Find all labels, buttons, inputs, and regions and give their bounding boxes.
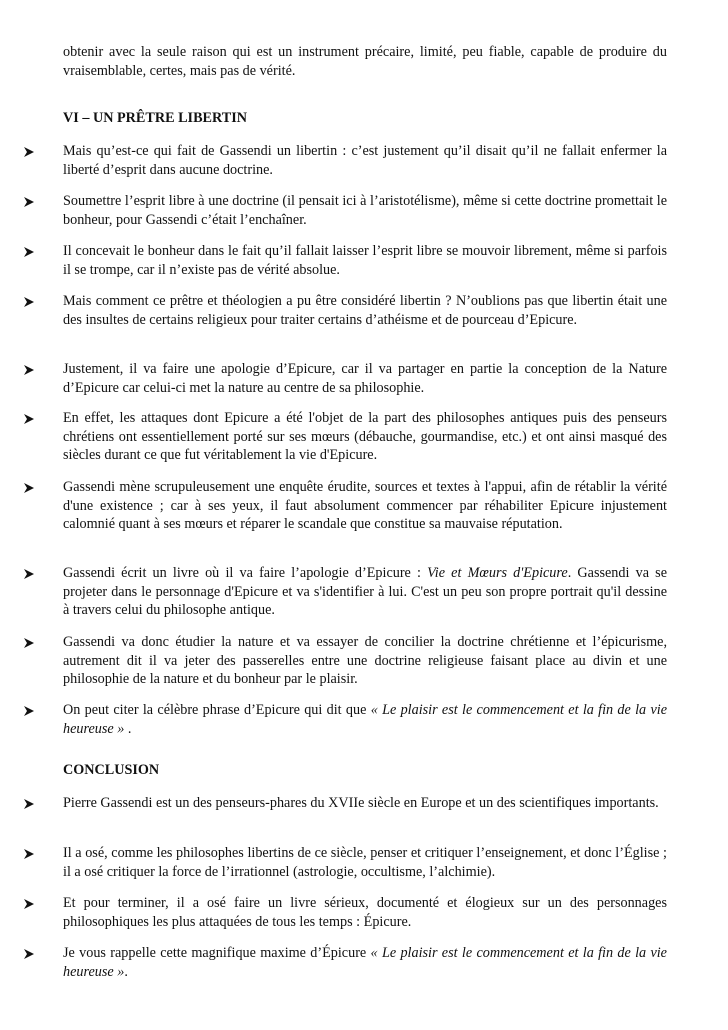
list-item: Il a osé, comme les philosophes libertins de ce siècle, penser et critiquer l’enseignement, et donc l’Église ; il a osé critiquer la force de l’irrationnel (astrologie, occultisme, l’alchimie). bbox=[63, 845, 667, 880]
arrow-bullet-icon bbox=[22, 797, 36, 811]
list-item: Soumettre l’esprit libre à une doctrine (il pensait ici à l’aristotélisme), même si cette doctrine promettait le bonheur, pour Gassendi c’était l’enchaîner. bbox=[63, 193, 667, 228]
list-item bbox=[63, 944, 667, 981]
item-text: . bbox=[124, 720, 132, 737]
intro-paragraph: obtenir avec la seule raison qui est un instrument précaire, limité, peu fiable, capable de produire du vraisemblable, certes, mais pas de vérité. bbox=[63, 44, 667, 79]
item-text: . Gassendi va se projeter dans le personnage d'Epicure et va s'identifier à lui. C'est un peu son propre portrait qu'il dessine à travers celui du philosophe antique. bbox=[63, 565, 667, 619]
list-item bbox=[63, 564, 667, 620]
list-item: Pierre Gassendi est un des penseurs-phares du XVIIe siècle en Europe et un des scientifiques importants. bbox=[63, 795, 659, 811]
arrow-bullet-icon bbox=[22, 295, 36, 309]
list-item: Et pour terminer, il a osé faire un livre sérieux, documenté et élogieux sur un des personnages philosophiques les plus attaquées de tous les temps : Épicure. bbox=[63, 895, 667, 930]
list-item: Il concevait le bonheur dans le fait qu’il fallait laisser l’esprit libre se mouvoir librement, même si parfois il se trompe, car il n’existe pas de vérité absolue. bbox=[63, 243, 667, 278]
arrow-bullet-icon bbox=[22, 567, 36, 581]
arrow-bullet-icon bbox=[22, 704, 36, 718]
list-item: Mais qu’est-ce qui fait de Gassendi un libertin : c’est justement qu’il disait qu’il ne fallait enfermer la liberté d’esprit dans aucune doctrine. bbox=[63, 143, 667, 178]
section-heading-vi: VI – UN PRÊTRE LIBERTIN bbox=[63, 110, 247, 126]
arrow-bullet-icon bbox=[22, 245, 36, 259]
list-item bbox=[63, 701, 667, 738]
arrow-bullet-icon bbox=[22, 145, 36, 159]
arrow-bullet-icon bbox=[22, 636, 36, 650]
arrow-bullet-icon bbox=[22, 481, 36, 495]
arrow-bullet-icon bbox=[22, 897, 36, 911]
list-item: Justement, il va faire une apologie d’Epicure, car il va partager en partie la conception de la Nature d’Epicure car celui-ci met la nature au centre de sa philosophie. bbox=[63, 361, 667, 396]
section-heading-conclusion: CONCLUSION bbox=[63, 762, 160, 778]
list-item: Gassendi mène scrupuleusement une enquête érudite, sources et textes à l'appui, afin de rétablir la vérité d'une existence ; car à ses yeux, il faut absolument commencer par réhabiliter Epicure injustement calomnié quant à ses mœurs et réparer le scandale que constitue sa mauvaise réputation. bbox=[63, 479, 667, 533]
book-title: Vie et Mœurs d'Epicure bbox=[427, 565, 568, 581]
item-text: On peut citer la célèbre phrase d’Epicure qui dit que bbox=[63, 702, 371, 718]
arrow-bullet-icon bbox=[22, 947, 36, 961]
list-item: En effet, les attaques dont Epicure a été l'objet de la part des philosophes antiques puis des penseurs chrétiens ont essentiellement porté sur ses mœurs (débauche, gourmandise, etc.) et ont ainsi masqué des siècles durant ce que fut véritablement la vie d'Epicure. bbox=[63, 410, 667, 464]
arrow-bullet-icon bbox=[22, 412, 36, 426]
item-text: . bbox=[124, 963, 128, 980]
list-item: Mais comment ce prêtre et théologien a pu être considéré libertin ? N’oublions pas que libertin était une des insultes de certains religieux pour traiter certains d’athéisme et de pourceau d’Epicure. bbox=[63, 293, 667, 328]
quote-text: « Le plaisir est le commencement et la fin de la vie heureuse » bbox=[63, 945, 667, 980]
quote-text: « Le plaisir est le commencement et la fin de la vie heureuse » bbox=[63, 702, 667, 737]
arrow-bullet-icon bbox=[22, 195, 36, 209]
list-item: Gassendi va donc étudier la nature et va essayer de concilier la doctrine chrétienne et l’épicurisme, autrement dit il va jeter des passerelles entre une doctrine religieuse faisant place au divin et une philosophie de la nature et du bonheur par le plaisir. bbox=[63, 634, 667, 688]
arrow-bullet-icon bbox=[22, 847, 36, 861]
arrow-bullet-icon bbox=[22, 363, 36, 377]
item-text: Gassendi écrit un livre où il va faire l’apologie d’Epicure : bbox=[63, 565, 428, 581]
item-text: Je vous rappelle cette magnifique maxime d’Épicure bbox=[63, 945, 371, 961]
